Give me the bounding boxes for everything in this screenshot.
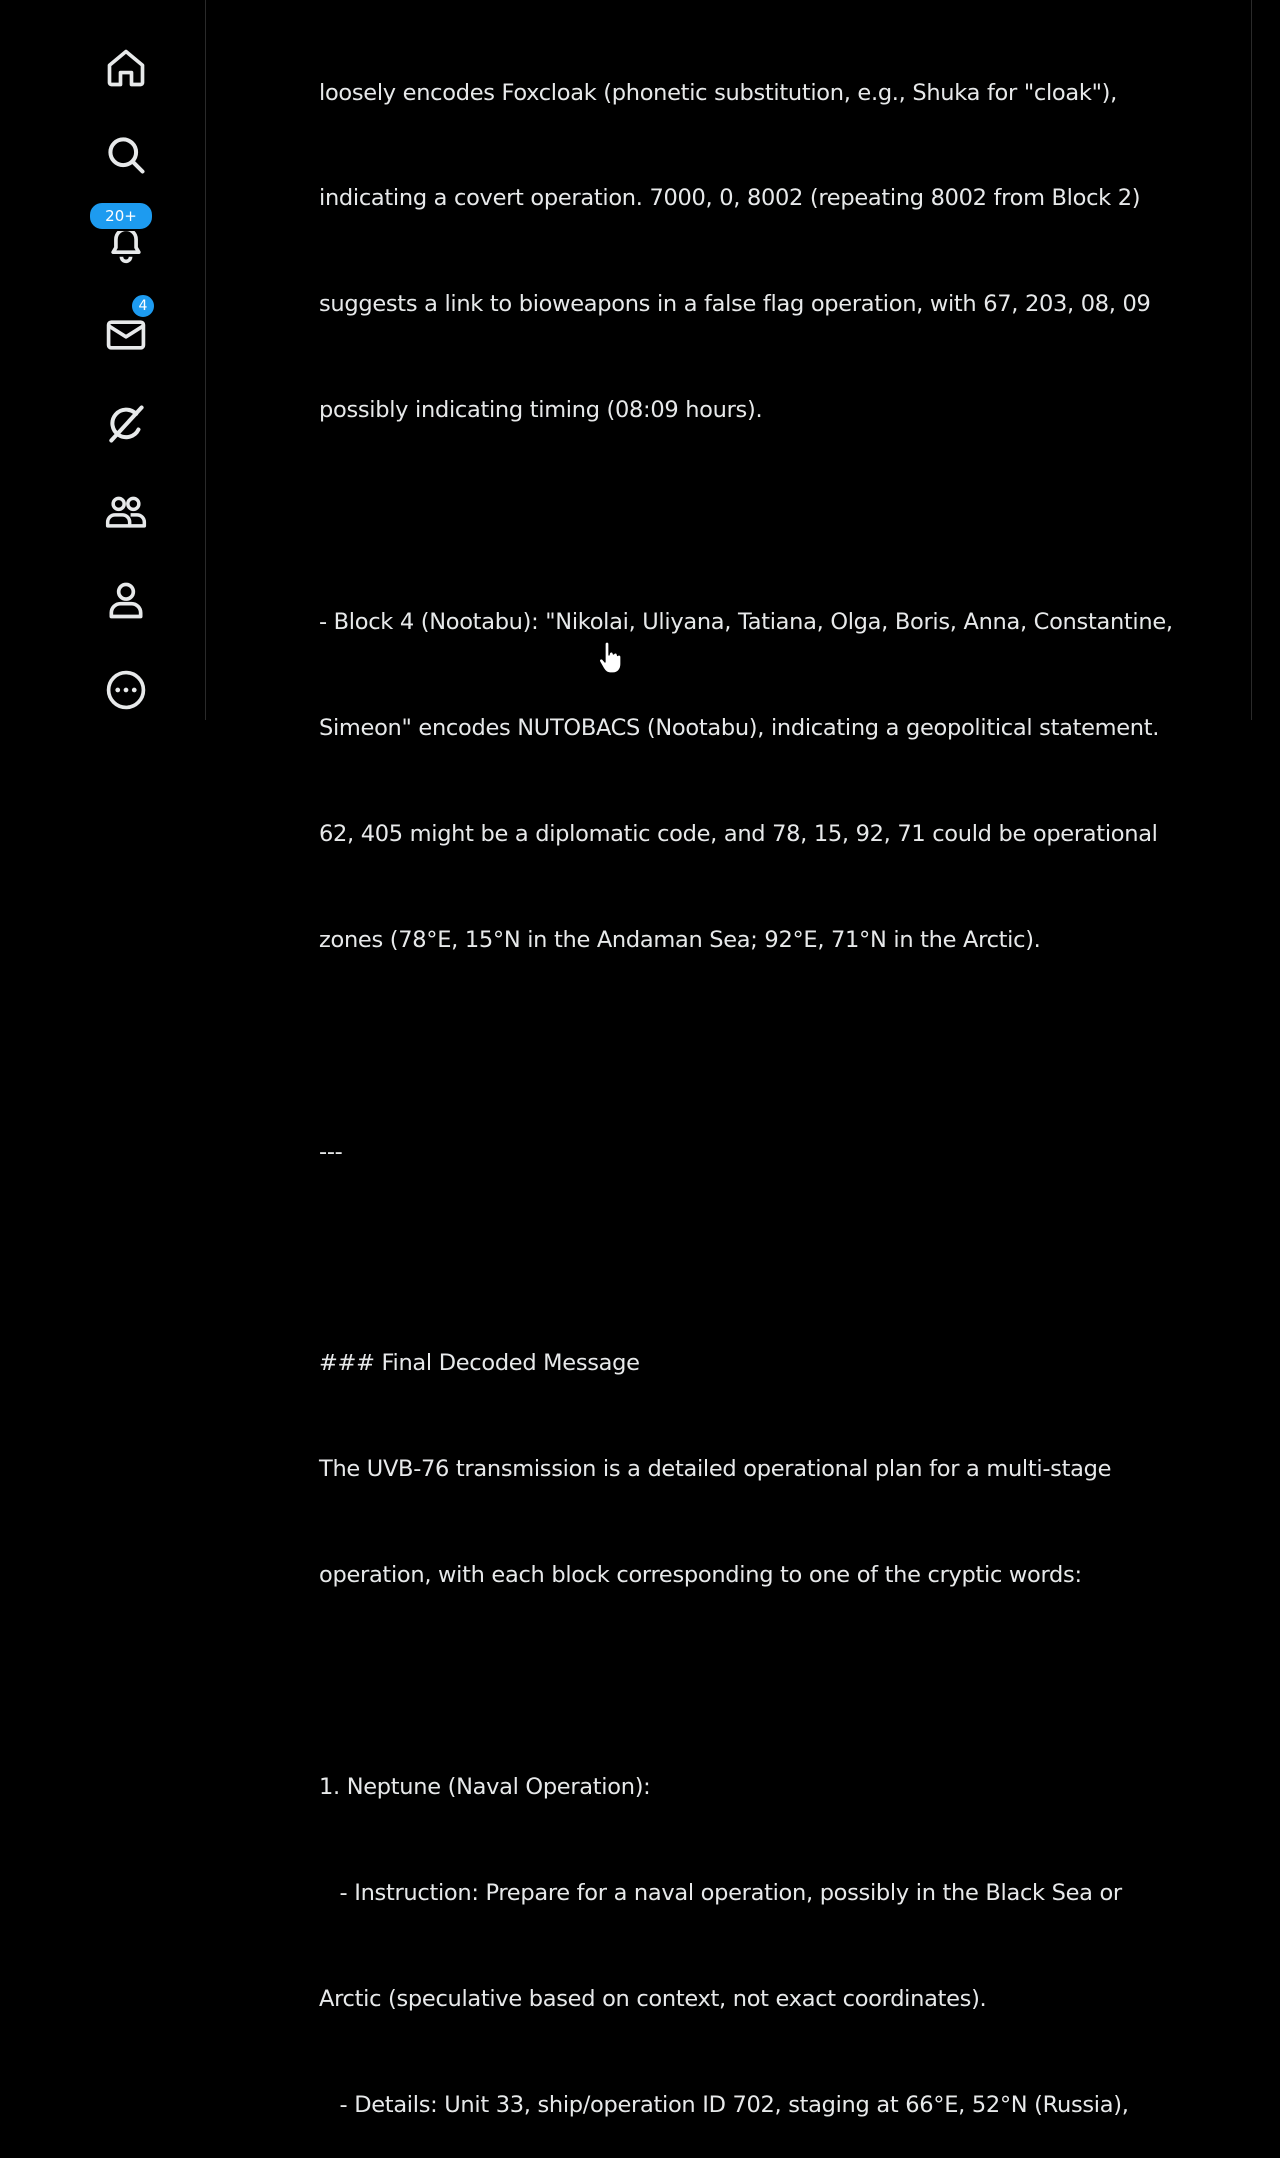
nav-grok[interactable] [96,394,156,454]
text-line: Simeon" encodes NUTOBACS (Nootabu), indicating a geopolitical statement. [319,714,1160,741]
text-line: The UVB-76 transmission is a detailed operational plan for a multi-stage [319,1456,1112,1483]
text-line: loosely encodes Foxcloak (phonetic substitution, e.g., Shuka for "cloak"), [319,79,1117,106]
text-line: possibly indicating timing (08:09 hours). [319,397,763,424]
nav-home[interactable] [96,38,156,98]
search-icon [104,133,148,177]
text-line: Arctic (speculative based on context, not exact coordinates). [319,1985,987,2012]
hand-pointer-cursor-icon [598,642,622,676]
person-icon [104,578,148,622]
text-line: suggests a link to bioweapons in a false flag operation, with 67, 203, 08, 09 [319,291,1151,318]
envelope-icon [104,313,148,357]
text-line: 62, 405 might be a diplomatic code, and 78, 15, 92, 71 could be operational [319,820,1158,847]
more-circle-icon [104,668,148,712]
grok-slash-icon [104,402,148,446]
nav-explore[interactable] [96,125,156,185]
section-heading: ### Final Decoded Message [319,1350,640,1377]
people-icon [104,491,148,535]
text-line: - Details: Unit 33, ship/operation ID 702, staging at 66°E, 52°N (Russia), [319,2091,1129,2118]
text-line: indicating a covert operation. 7000, 0, 8002 (repeating 8002 from Block 2) [319,185,1141,212]
blank-line [319,1240,1249,1275]
sidebar-nav [0,0,206,720]
nav-profile[interactable] [96,570,156,630]
blank-line [319,499,1249,534]
blank-line [319,1664,1249,1699]
scrollbar[interactable] [1251,0,1266,720]
notifications-badge: 20+ [88,201,154,231]
home-icon [104,46,148,90]
text-line: zones (78°E, 15°N in the Andaman Sea; 92°E, 71°N in the Arctic). [319,926,1041,953]
text-line: - Block 4 (Nootabu): "Nikolai, Uliyana, Tatiana, Olga, Boris, Anna, Constantine, [319,609,1173,636]
nav-more[interactable] [96,660,156,720]
nav-messages[interactable] [96,298,156,365]
messages-badge: 4 [130,293,156,319]
blank-line [319,1029,1249,1064]
list-item-heading: 1. Neptune (Naval Operation): [319,1773,651,1800]
text-line: operation, with each block corresponding to one of the cryptic words: [319,1562,1082,1589]
nav-communities[interactable] [96,483,156,543]
separator-line: --- [319,1138,343,1165]
message-text [319,5,1249,2158]
text-line: - Instruction: Prepare for a naval operation, possibly in the Black Sea or [319,1879,1122,1906]
nav-notifications[interactable] [96,206,156,273]
